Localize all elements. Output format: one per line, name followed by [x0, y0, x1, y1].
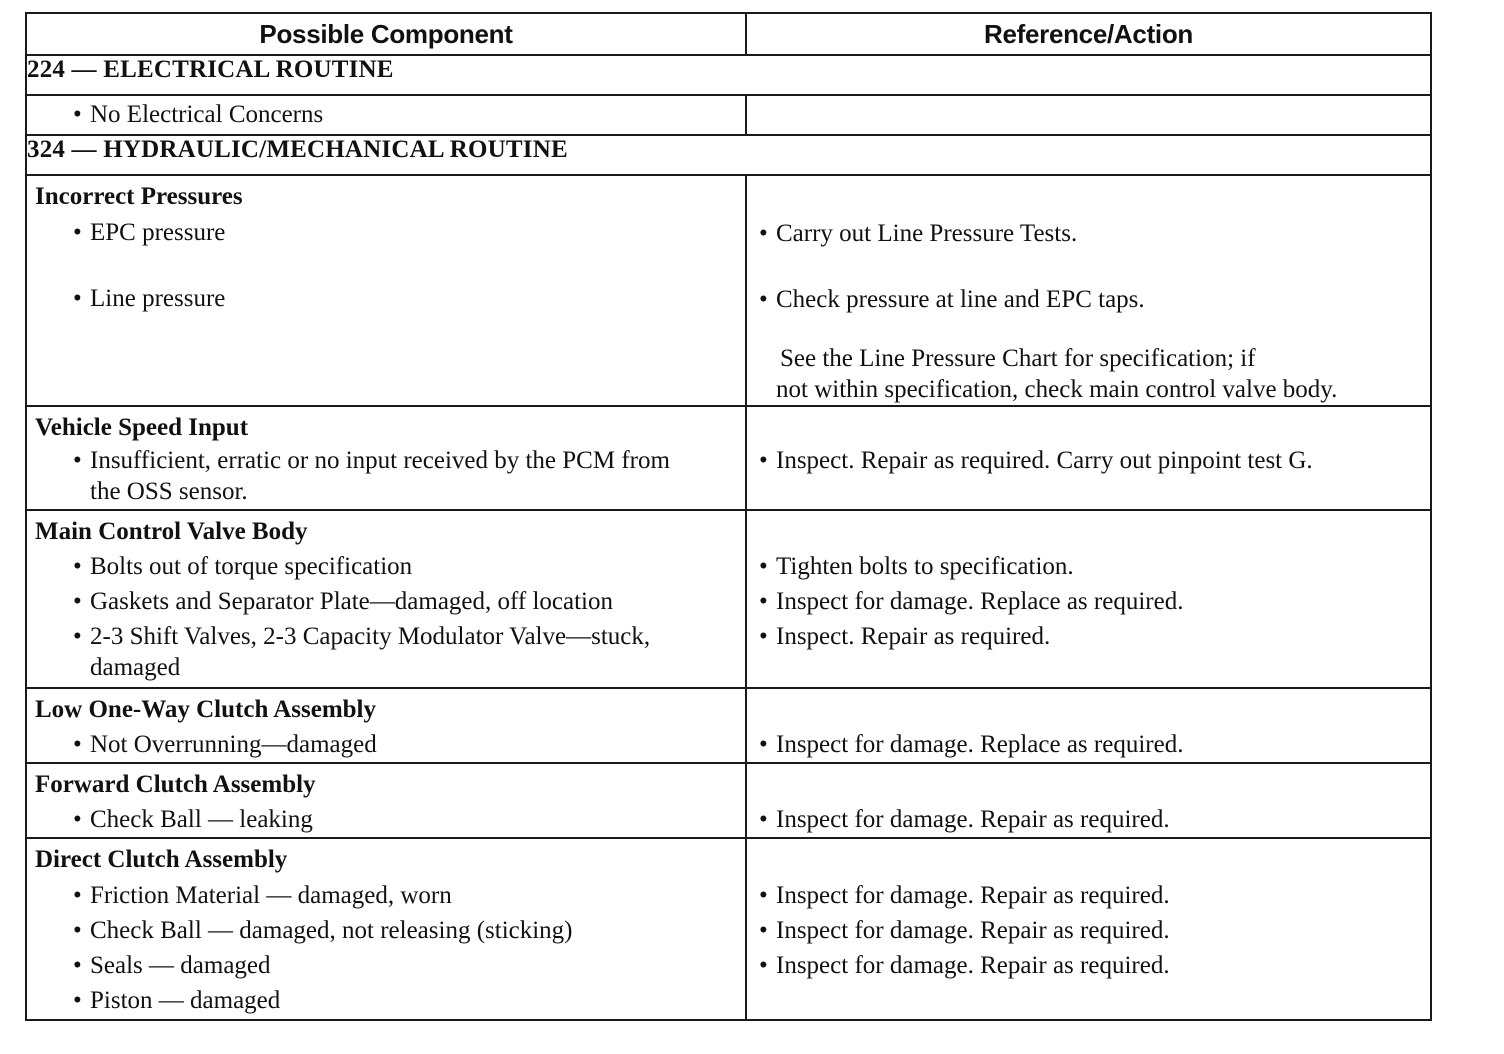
action-item: • Inspect for damage. Repair as required.	[759, 952, 1170, 979]
routine-224-title: 224 — ELECTRICAL ROUTINE	[26, 55, 1431, 95]
list-item: • Insufficient, erratic or no input received by the PCM from the OSS sensor.	[73, 447, 670, 505]
routine-324-row	[26, 135, 1431, 175]
header-reference-action: Reference/Action	[746, 13, 1431, 55]
routine-224-row	[26, 55, 1431, 95]
list-item: • Piston — damaged	[73, 987, 281, 1014]
section-title: Vehicle Speed Input	[35, 414, 249, 441]
low-one-way-clutch-row	[26, 688, 1431, 763]
action-item: • Check pressure at line and EPC taps.	[759, 286, 1145, 313]
action-item: • Inspect for damage. Repair as required.	[759, 882, 1170, 909]
section-title: Low One-Way Clutch Assembly	[35, 696, 377, 723]
no-electrical-concerns-text: No Electrical Concerns	[90, 101, 324, 128]
section-title: Direct Clutch Assembly	[35, 846, 288, 873]
action-item: • Inspect. Repair as required. Carry out pinpoint test G.	[759, 447, 1313, 474]
action-item: • Inspect for damage. Repair as required.	[759, 806, 1170, 833]
empty-action-cell	[746, 95, 1431, 135]
electrical-row	[26, 95, 1431, 135]
action-item: • Inspect for damage. Replace as required.	[759, 731, 1184, 758]
routine-324-title: 324 — HYDRAULIC/MECHANICAL ROUTINE	[26, 135, 1431, 175]
action-item: • Inspect for damage. Repair as required.	[759, 917, 1170, 944]
direct-clutch-row	[26, 838, 1431, 1020]
list-item: • No Electrical Concerns	[27, 96, 745, 130]
main-control-valve-body-row	[26, 510, 1431, 688]
section-title: Main Control Valve Body	[35, 518, 308, 545]
header-row	[26, 13, 1431, 55]
action-item: • Inspect. Repair as required.	[759, 623, 1051, 650]
forward-clutch-row	[26, 763, 1431, 838]
list-item: • Friction Material — damaged, worn	[73, 882, 452, 909]
list-item: • Check Ball — leaking	[73, 806, 313, 833]
vehicle-speed-input-row	[26, 406, 1431, 510]
list-item: • Gaskets and Separator Plate—damaged, off location	[73, 588, 613, 615]
list-item: • Seals — damaged	[73, 952, 271, 979]
note-line: See the Line Pressure Chart for specification; if	[780, 345, 1256, 372]
diagnosis-table	[25, 12, 1432, 1021]
header-possible-component: Possible Component	[26, 13, 746, 55]
list-item: • Bolts out of torque specification	[73, 553, 413, 580]
action-item: • Inspect for damage. Replace as required.	[759, 588, 1184, 615]
section-title: Incorrect Pressures	[35, 183, 243, 210]
note-line: not within specification, check main control valve body.	[776, 376, 1338, 403]
section-title: Forward Clutch Assembly	[35, 771, 316, 798]
action-item: • Tighten bolts to specification.	[759, 553, 1074, 580]
list-item: • Check Ball — damaged, not releasing (sticking)	[73, 917, 573, 944]
list-item: • EPC pressure	[73, 219, 226, 246]
list-item: • 2-3 Shift Valves, 2-3 Capacity Modulator Valve—stuck, damaged	[73, 623, 651, 681]
list-item: • Line pressure	[73, 285, 226, 312]
list-item: • Not Overrunning—damaged	[73, 731, 377, 758]
incorrect-pressures-row	[26, 175, 1431, 406]
action-item: • Carry out Line Pressure Tests.	[759, 220, 1078, 247]
